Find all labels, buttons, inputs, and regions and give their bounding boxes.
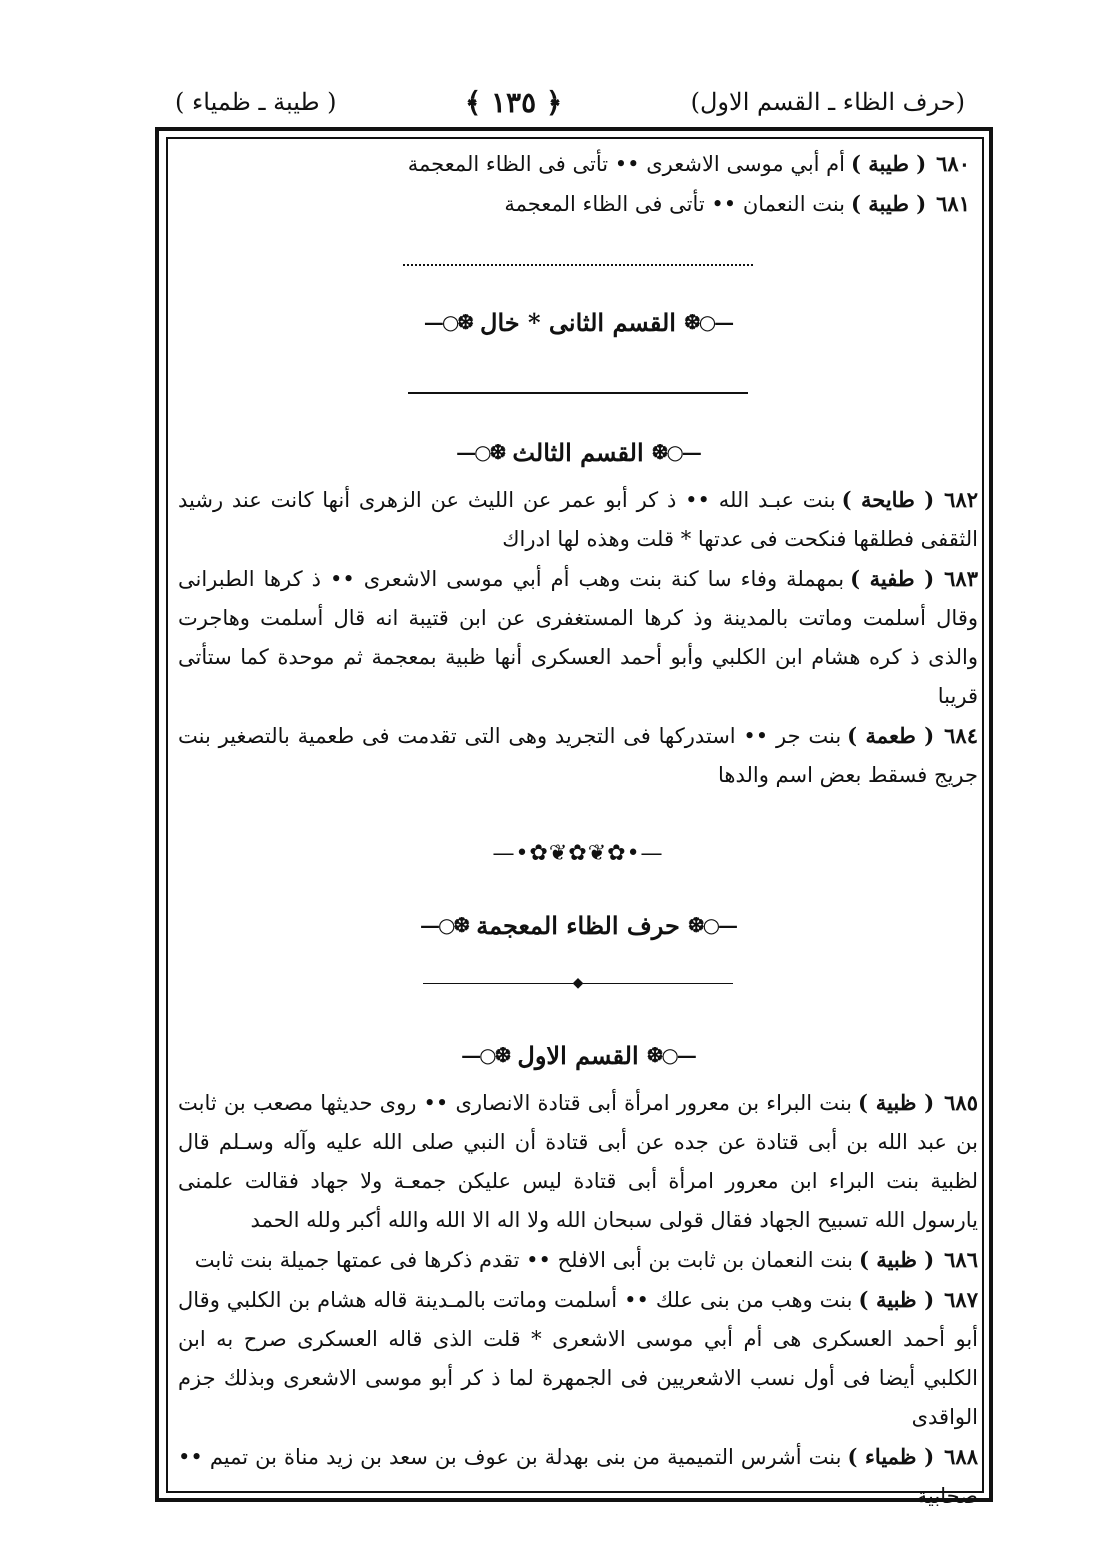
entry-number: ٦٨٣ — [944, 566, 978, 591]
ornament-left: ❆○— — [461, 1043, 510, 1067]
entry-name: ( ظمياء ) — [847, 1444, 935, 1469]
ornament-right: —○❆ — [687, 913, 737, 937]
entry-number: ٦٨٨ — [944, 1444, 978, 1469]
entry-680 — [178, 144, 978, 184]
entry-685 — [178, 1083, 978, 1240]
ornament-right: —○❆ — [683, 310, 733, 334]
entry-682 — [178, 480, 978, 559]
entry-number: ٦٨١ — [936, 191, 970, 216]
dotted-divider — [403, 264, 753, 266]
entry-name: ( طيبة ) — [851, 191, 927, 216]
section-title-text: القسم الاول — [517, 1040, 639, 1070]
entry-name: ( طيبة ) — [851, 151, 927, 176]
ornament-left: ❆○— — [419, 913, 469, 937]
running-header — [175, 80, 965, 124]
floral-divider: —•✿❦✿❦✿•— — [492, 841, 664, 866]
diamond-divider: ◆ — [178, 973, 978, 993]
entry-text: بنت وهب من بنى علك •• أسلمت وماتت بالمـدينة قاله هشام بن الكلبي وقال أبو أحمد العسكرى هى أم أبي موسى الاشعرى * قلت الذى قاله العسكرى صرح به ابن الكلبي أيضا فى أول نسب الاشعريين فى الجمهرة لما ذ كر أبو موسى الاشعرى وبذلك جزم الواقدى — [178, 1288, 978, 1429]
letter-heading-text: حرف الظاء المعجمة — [476, 910, 680, 940]
entry-687 — [178, 1280, 978, 1437]
entry-text: بنت عبـد الله •• ذ كر أبو عمر عن الليث عن الزهرى أنها كانت عند رشيد الثقفى فطلقها فنكحت فى عدتها * قلت وهذه لها ادراك — [178, 488, 978, 551]
entry-number: ٦٨٢ — [944, 487, 979, 512]
entry-686 — [178, 1240, 978, 1280]
entry-name: ( ظبية ) — [859, 1247, 935, 1272]
header-range: ( طيبة ـ ظمياء ) — [175, 88, 337, 116]
page-content — [178, 140, 978, 1516]
section-title-2 — [178, 292, 978, 352]
entry-text: بنت البراء بن معرور امرأة أبى قتادة الانصارى •• روى حديثها مصعب بن ثابت بن عبد الله بن أبى قتادة عن جده عن أبى قتادة أن النبي صلى الله عليه وآله وسـلم قال لظبية بنت البراء ابن معرور امرأة أبى قتادة ليس عليكن جمعـة ولا جهاد فقالت علمنى يارسول الله تسبيح الجهاد فقال قولى سبحان الله ولا اله الا الله والله أكبر ولله الحمد — [178, 1091, 978, 1232]
entry-text: بنت النعمان بن ثابت بن أبى الافلح •• تقدم ذكرها فى عمتها جميلة بنت ثابت — [194, 1248, 854, 1272]
ornament-right: —○❆ — [651, 440, 700, 464]
section-title-text: القسم الثالث — [512, 437, 644, 467]
entry-name: ( طعمة ) — [847, 723, 935, 748]
entry-text: أم أبي موسى الاشعرى •• تأتى فى الظاء المعجمة — [407, 152, 846, 176]
entry-684 — [178, 716, 978, 795]
entry-number: ٦٨٧ — [944, 1287, 978, 1312]
entry-681 — [178, 184, 978, 224]
ornament-left: ❆○— — [423, 310, 473, 334]
entry-name: ( ظبية ) — [858, 1287, 935, 1312]
entry-688 — [178, 1437, 978, 1516]
section-title-3 — [178, 424, 978, 480]
entry-text: بنت جر •• استدركها فى التجريد وهى التى تقدمت فى طعمية بالتصغير بنت جريج فسقط بعض اسم والدها — [178, 724, 978, 787]
header-chapter: (حرف الظاء ـ القسم الاول) — [690, 88, 965, 116]
entry-number: ٦٨٠ — [936, 151, 970, 176]
entry-text: بمهملة وفاء سا كنة بنت وهب أم أبي موسى الاشعرى •• ذ كرها الطبرانى وقال أسلمت وماتت بالمدينة وذ كرها المستغفرى عن ابن قتيبة انه قال أسلمت وهاجرت والذى ذ كره هشام ابن الكلبي وأبو أحمد العسكرى أنها ظبية بمعجمة ثم موحدة كما ستأتى قريبا — [178, 567, 978, 708]
letter-heading — [178, 897, 978, 953]
section-title-text: القسم الثانى * خال — [480, 307, 676, 337]
entry-text: بنت أشرس التميمية من بنى بهدلة بن عوف بن سعد بن زيد مناة بن تميم •• صحابية — [178, 1445, 978, 1508]
entry-number: ٦٨٦ — [944, 1247, 978, 1272]
entry-number: ٦٨٤ — [944, 723, 978, 748]
entry-name: ( طايحة ) — [841, 487, 935, 512]
page-number: ﴿ ١٣٥ ﴾ — [464, 85, 563, 119]
entry-number: ٦٨٥ — [944, 1090, 978, 1115]
solid-divider — [408, 392, 748, 394]
ornament-left: ❆○— — [456, 440, 505, 464]
ornament-right: —○❆ — [646, 1043, 695, 1067]
section-title-1 — [178, 1027, 978, 1083]
entry-text: بنت النعمان •• تأتى فى الظاء المعجمة — [504, 192, 846, 216]
entry-683 — [178, 559, 978, 716]
entry-name: ( طفية ) — [850, 566, 935, 591]
entry-name: ( ظبية ) — [858, 1090, 935, 1115]
